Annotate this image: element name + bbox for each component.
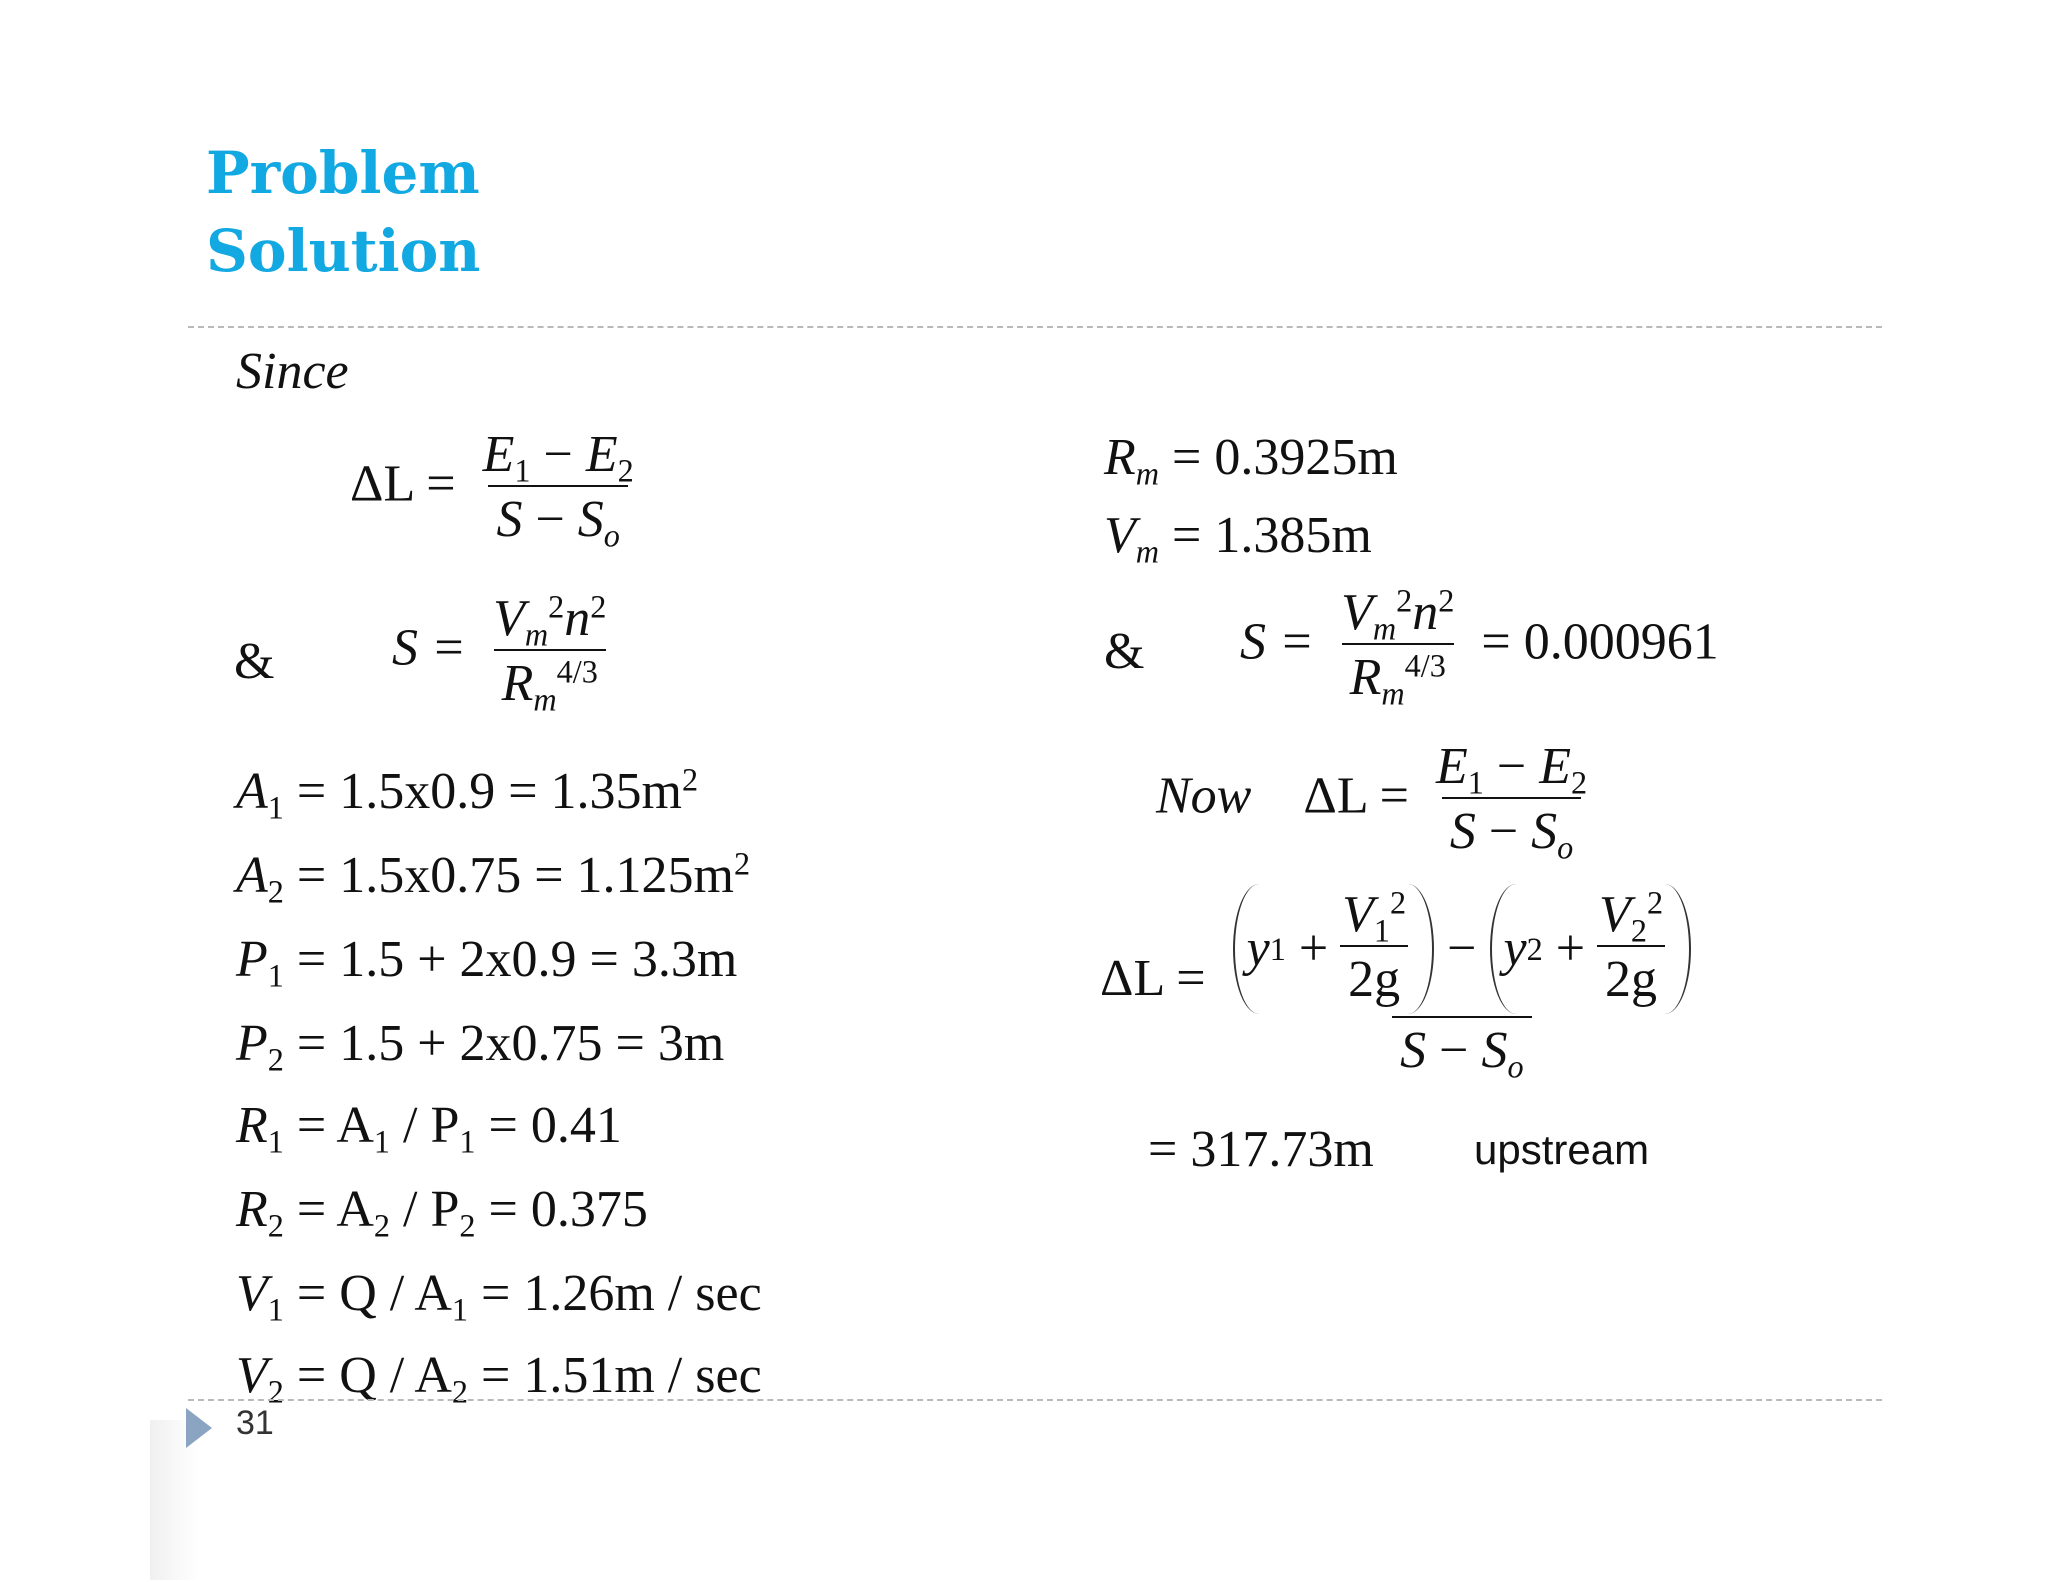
now-energy-fraction: $\frac{E_1 - E_2}{S - S_o}$ — [1435, 738, 1588, 866]
now-delta-l-equation: Now ΔL = $\frac{E_1 - E_2}{S - S_o}$ — [1156, 738, 1601, 864]
velocity-2-equation: $V_2 = Q / A_2 = 1.51m / \sec$ — [236, 1347, 762, 1410]
slope-value-fraction: $\frac{V_m^2n^2}{R_m^{4/3}}$ — [1341, 582, 1455, 712]
slope-value-equation: S = $\frac{V_m^2n^2}{R_m^{4/3}}$ = 0.000961 — [1240, 582, 1719, 712]
since-label: Since — [236, 343, 349, 400]
energy-term-2: y 2 + $\frac{V_2^2}{2g}$ — [1490, 884, 1692, 1014]
energy-term-1: y 1 + $\frac{V_1^2}{2g}$ — [1233, 884, 1435, 1014]
radius-2-equation: $R_2 = A_2 / P_2 = 0.375$ — [236, 1181, 648, 1244]
ampersand-right: & — [1104, 623, 1145, 680]
radius-1-equation: $R_1 = A_1 / P_1 = 0.41$ — [236, 1097, 622, 1160]
area-2-equation: $A_2 = 1.5x0.75 = 1.125m^2$ — [236, 845, 751, 910]
ampersand-left: & — [234, 633, 275, 690]
slide-title — [206, 134, 480, 290]
area-1-equation: $A_1 = 1.5x0.9 = 1.35m^2$ — [236, 761, 699, 826]
bottom-dashed-divider — [188, 1399, 1882, 1401]
title-line-1: Problem — [206, 139, 480, 207]
direction-label: upstream — [1474, 1126, 1650, 1173]
triangle-bullet-icon — [186, 1408, 212, 1448]
velocity-1-equation: $V_1 = Q / A_1 = 1.26m / \sec$ — [236, 1265, 762, 1328]
slope-definition: S = $\frac{V_m^2n^2}{R_m^{4/3}}$ — [392, 590, 620, 716]
vm-equation: $V_m = 1.385m$ — [1104, 507, 1372, 570]
expanded-delta-l-equation: ΔL = y 1 + $\frac{V_1^2}{2g}$ − y 2 + $\frac{V_2^2}{2g}$ $S - S_o$ — [1100, 884, 1705, 1082]
perimeter-2-equation: $P_2 = 1.5 + 2x0.75 = 3m$ — [236, 1015, 725, 1078]
result-equation: = 317.73m — [1148, 1121, 1374, 1178]
slope-fraction: $\frac{V_m^2n^2}{R_m^{4/3}}$ — [493, 588, 607, 718]
expanded-energy-fraction: y 1 + $\frac{V_1^2}{2g}$ − y 2 + $\frac{V_2^2}{2g}$ $S - S_o$ — [1225, 884, 1699, 1082]
page-number: 31 — [236, 1404, 274, 1442]
delta-l-definition: ΔL = $\frac{E_1 - E_2}{S - S_o}$ — [350, 426, 648, 552]
perimeter-1-equation: $P_1 = 1.5 + 2x0.9 = 3.3m$ — [236, 931, 738, 994]
energy-fraction: $\frac{E_1 - E_2}{S - S_o}$ — [482, 426, 634, 554]
title-line-2: Solution — [206, 217, 481, 285]
top-dashed-divider — [188, 326, 1882, 328]
rm-equation: $R_m = 0.3925m$ — [1104, 429, 1398, 492]
